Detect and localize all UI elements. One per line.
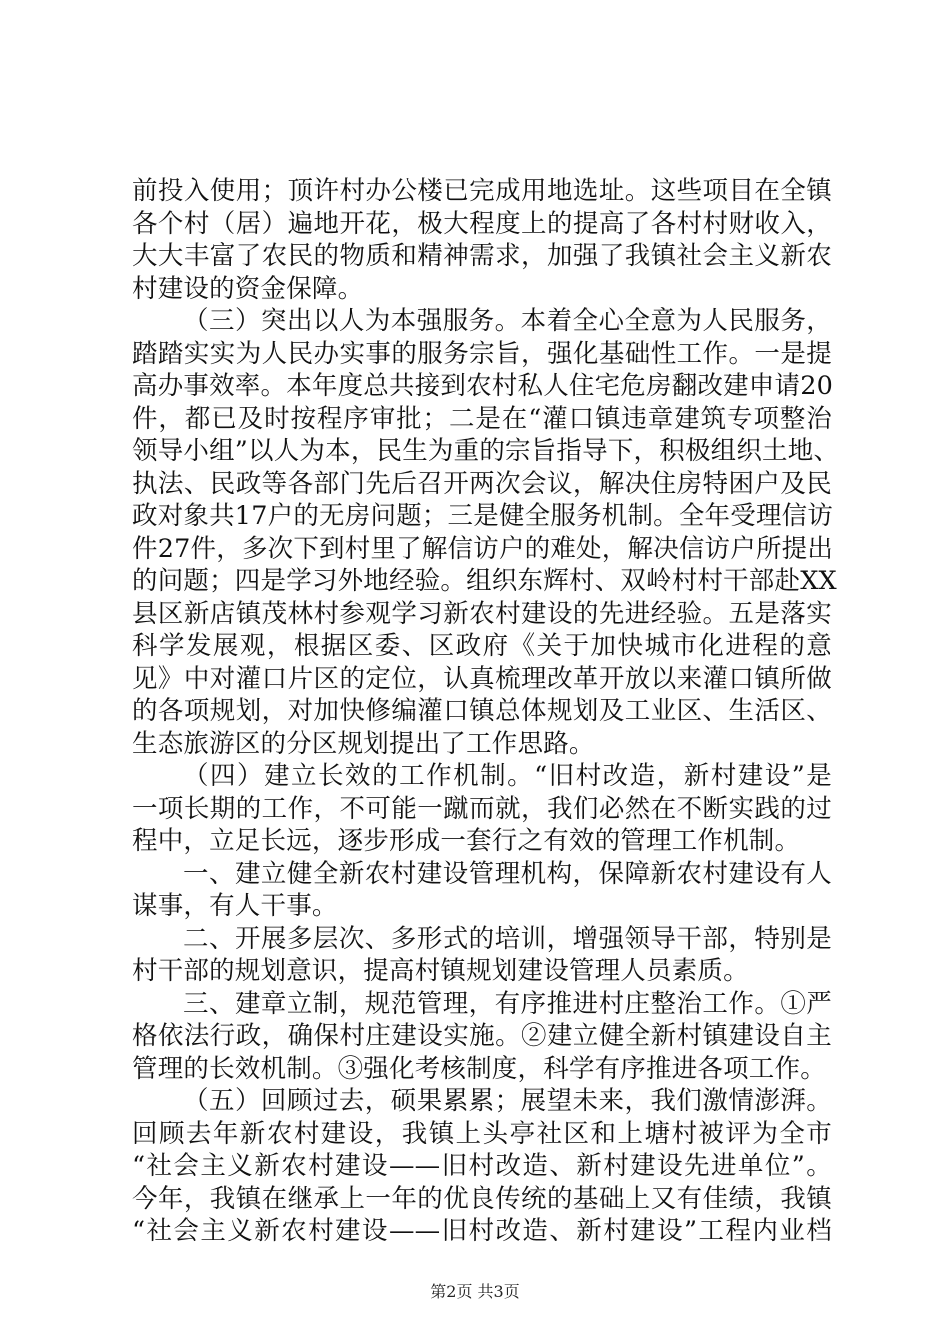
text-line: 领导小组”以人为本，民生为重的宗旨指导下，积极组织土地、 <box>132 436 840 466</box>
text-line: 生态旅游区的分区规划提出了工作思路。 <box>132 728 595 759</box>
text-line: 村建设的资金保障。 <box>132 273 364 304</box>
text-line: （五）回顾过去，硕果累累；展望未来，我们激情澎湃。 <box>183 1086 832 1116</box>
text-line: 村干部的规划意识，提高村镇规划建设管理人员素质。 <box>132 956 749 986</box>
text-line: 的问题；四是学习外地经验。组织东辉村、双岭村村干部赴XX <box>132 566 837 596</box>
text-line: 一、建立健全新农村建设管理机构，保障新农村建设有人 <box>183 858 832 889</box>
text-line: “社会主义新农村建设——旧村改造、新村建设”工程内业档 <box>132 1216 832 1246</box>
text-line: 件27件，多次下到村里了解信访户的难处，解决信访户所提出 <box>132 533 834 564</box>
text-line: 各个村（居）遍地开花，极大程度上的提高了各村村财收入， <box>132 208 832 239</box>
text-line: 大大丰富了农民的物质和精神需求，加强了我镇社会主义新农 <box>132 241 832 271</box>
text-line: 程中，立足长远，逐步形成一套行之有效的管理工作机制。 <box>132 826 801 856</box>
text-line: 前投入使用；顶许村办公楼已完成用地选址。这些项目在全镇 <box>132 176 832 206</box>
text-line: 高办事效率。本年度总共接到农村私人住宅危房翻改建申请20 <box>132 371 834 401</box>
text-line: 科学发展观，根据区委、区政府《关于加快城市化进程的意 <box>132 631 832 661</box>
text-line: “社会主义新农村建设——旧村改造、新村建设先进单位”。 <box>132 1151 832 1181</box>
text-line: 三、建章立制，规范管理，有序推进村庄整治工作。①严 <box>183 988 832 1019</box>
text-line: 谋事，有人干事。 <box>132 891 338 921</box>
text-line: （三）突出以人为本强服务。本着全心全意为人民服务， <box>183 306 832 336</box>
text-line: 执法、民政等各部门先后召开两次会议，解决住房特困户及民 <box>132 468 832 499</box>
text-line: 今年，我镇在继承上一年的优良传统的基础上又有佳绩，我镇 <box>132 1183 832 1214</box>
document-body <box>132 175 840 1248</box>
text-line: 县区新店镇茂林村参观学习新农村建设的先进经验。五是落实 <box>132 598 832 629</box>
text-line: 回顾去年新农村建设，我镇上头亭社区和上塘村被评为全市 <box>132 1118 832 1149</box>
text-line: 政对象共17户的无房问题；三是健全服务机制。全年受理信访 <box>132 501 834 531</box>
text-line: 件，都已及时按程序审批；二是在“灌口镇违章建筑专项整治 <box>132 403 832 434</box>
text-line: 格依法行政，确保村庄建设实施。②建立健全新村镇建设自主 <box>132 1021 832 1051</box>
text-line: 一项长期的工作，不可能一蹴而就，我们必然在不断实践的过 <box>132 793 832 824</box>
text-line: （四）建立长效的工作机制。“旧村改造，新村建设”是 <box>183 761 832 791</box>
text-line: 二、开展多层次、多形式的培训，增强领导干部，特别是 <box>183 923 832 954</box>
text-line: 踏踏实实为人民办实事的服务宗旨，强化基础性工作。一是提 <box>132 338 832 369</box>
text-line: 见》中对灌口片区的定位，认真梳理改革开放以来灌口镇所做 <box>132 663 832 694</box>
page-footer: 第2页 共3页 <box>430 1282 520 1301</box>
text-line: 管理的长效机制。③强化考核制度，科学有序推进各项工作。 <box>132 1053 826 1084</box>
text-line: 的各项规划，对加快修编灌口镇总体规划及工业区、生活区、 <box>132 696 832 726</box>
